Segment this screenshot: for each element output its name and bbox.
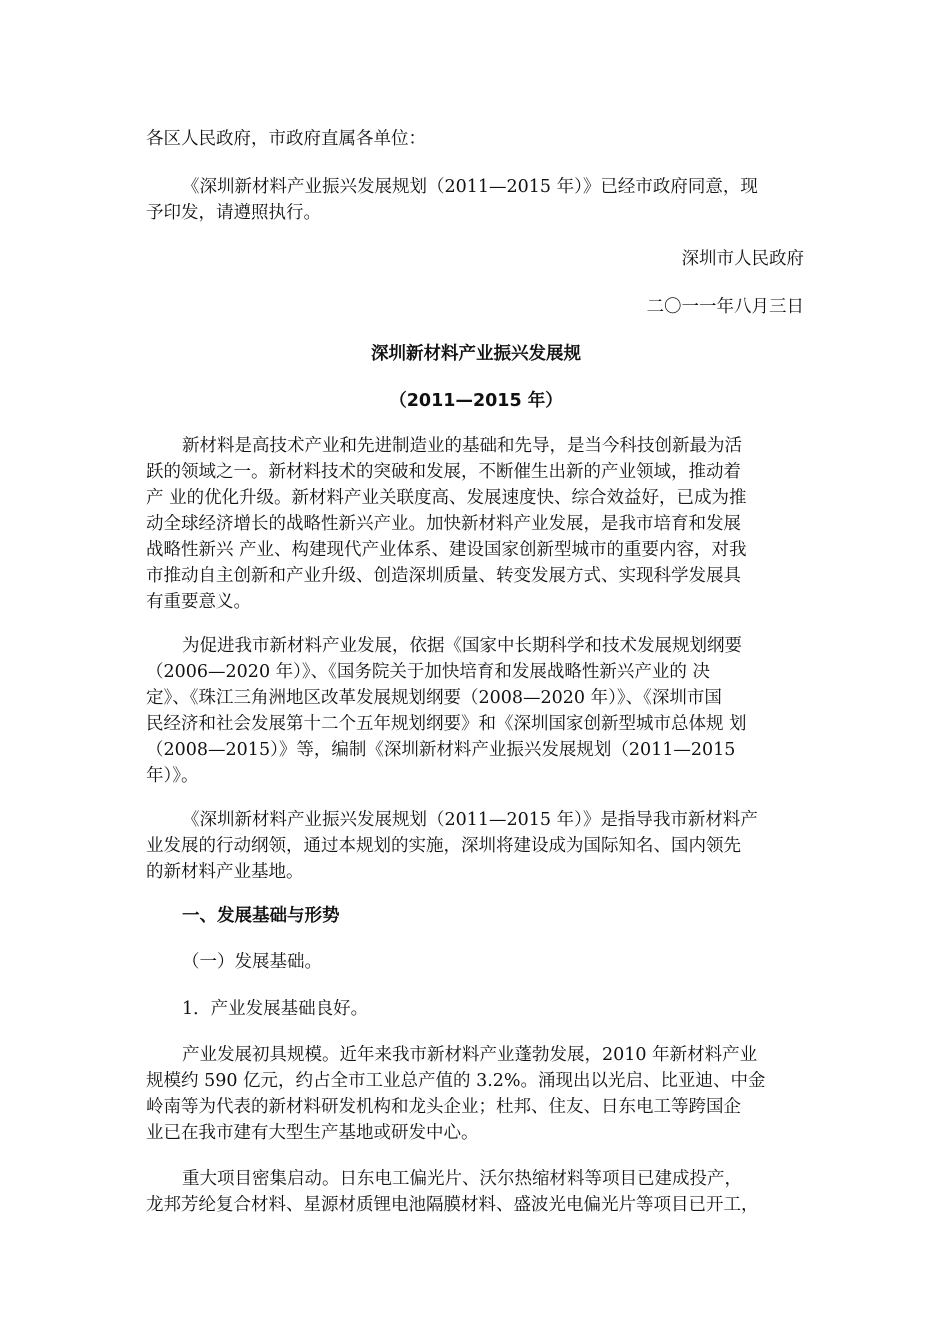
paragraph-line: 动全球经济增长的战略性新兴产业。加快新材料产业发展，是我市培育和发展 [146, 514, 741, 534]
paragraph-line: 规模约 590 亿元，约占全市工业总产值的 3.2%。涌现出以光启、比亚迪、中金 [146, 1071, 766, 1091]
paragraph-line: 为促进我市新材料产业发展，依据《国家中长期科学和技术发展规划纲要 [182, 636, 742, 656]
paragraph-line: 新材料是高技术产业和先进制造业的基础和先导，是当今科技创新最为活 [182, 436, 742, 456]
paragraph-line: 《深圳新材料产业振兴发展规划（2011—2015 年）》是指导我市新材料产 [182, 810, 758, 830]
notice-line: 予印发，请遵照执行。 [146, 203, 321, 223]
paragraph-line: （2008—2015）》等，编制《深圳新材料产业振兴发展规划（2011—2015 [146, 740, 736, 760]
document-title-years: （2011—2015 年） [389, 391, 563, 411]
paragraph-line: 的新材料产业基地。 [146, 862, 304, 882]
issue-date: 二〇一一年八月三日 [646, 297, 804, 317]
paragraph-line: 重大项目密集启动。日东电工偏光片、沃尔热缩材料等项目已建成投产， [182, 1169, 742, 1189]
salutation: 各区人民政府，市政府直属各单位： [146, 129, 426, 149]
paragraph-line: 定》、《珠江三角洲地区改革发展规划纲要（2008—2020 年）》、《深圳市国 [146, 688, 722, 708]
paragraph-line: 战略性新兴 产业、构建现代产业体系、建设国家创新型城市的重要内容，对我 [146, 540, 747, 560]
paragraph-line: 业已在我市建有大型生产基地或研发中心。 [146, 1123, 479, 1143]
document-title: 深圳新材料产业振兴发展规 [371, 344, 581, 364]
paragraph-line: 跃的领域之一。新材料技术的突破和发展，不断催生出新的产业领域，推动着 [146, 462, 741, 482]
paragraph-line: 市推动自主创新和产业升级、创造深圳质量、转变发展方式、实现科学发展具 [146, 566, 741, 586]
notice-line: 《深圳新材料产业振兴发展规划（2011—2015 年）》已经市政府同意，现 [182, 177, 758, 197]
section-heading: 一、发展基础与形势 [182, 906, 340, 926]
paragraph-line: 龙邦芳纶复合材料、星源材质锂电池隔膜材料、盛波光电偏光片等项目已开工， [146, 1195, 759, 1215]
subsection-heading: （一）发展基础。 [182, 952, 322, 972]
item-heading: 1．产业发展基础良好。 [182, 999, 369, 1019]
paragraph-line: 产业发展初具规模。近年来我市新材料产业蓬勃发展，2010 年新材料产业 [182, 1045, 758, 1065]
paragraph-line: （2006—2020 年）》、《国务院关于加快培育和发展战略性新兴产业的 决 [146, 662, 710, 682]
issuer: 深圳市人民政府 [681, 249, 804, 269]
paragraph-line: 业发展的行动纲领，通过本规划的实施，深圳将建设成为国际知名、国内领先 [146, 836, 741, 856]
paragraph-line: 岭南等为代表的新材料研发机构和龙头企业；杜邦、住友、日东电工等跨国企 [146, 1097, 741, 1117]
paragraph-line: 年）》。 [146, 766, 199, 786]
paragraph-line: 产 业的优化升级。新材料产业关联度高、发展速度快、综合效益好，已成为推 [146, 488, 747, 508]
paragraph-line: 有重要意义。 [146, 592, 251, 612]
paragraph-line: 民经济和社会发展第十二个五年规划纲要》和《深圳国家创新型城市总体规 划 [146, 714, 747, 734]
